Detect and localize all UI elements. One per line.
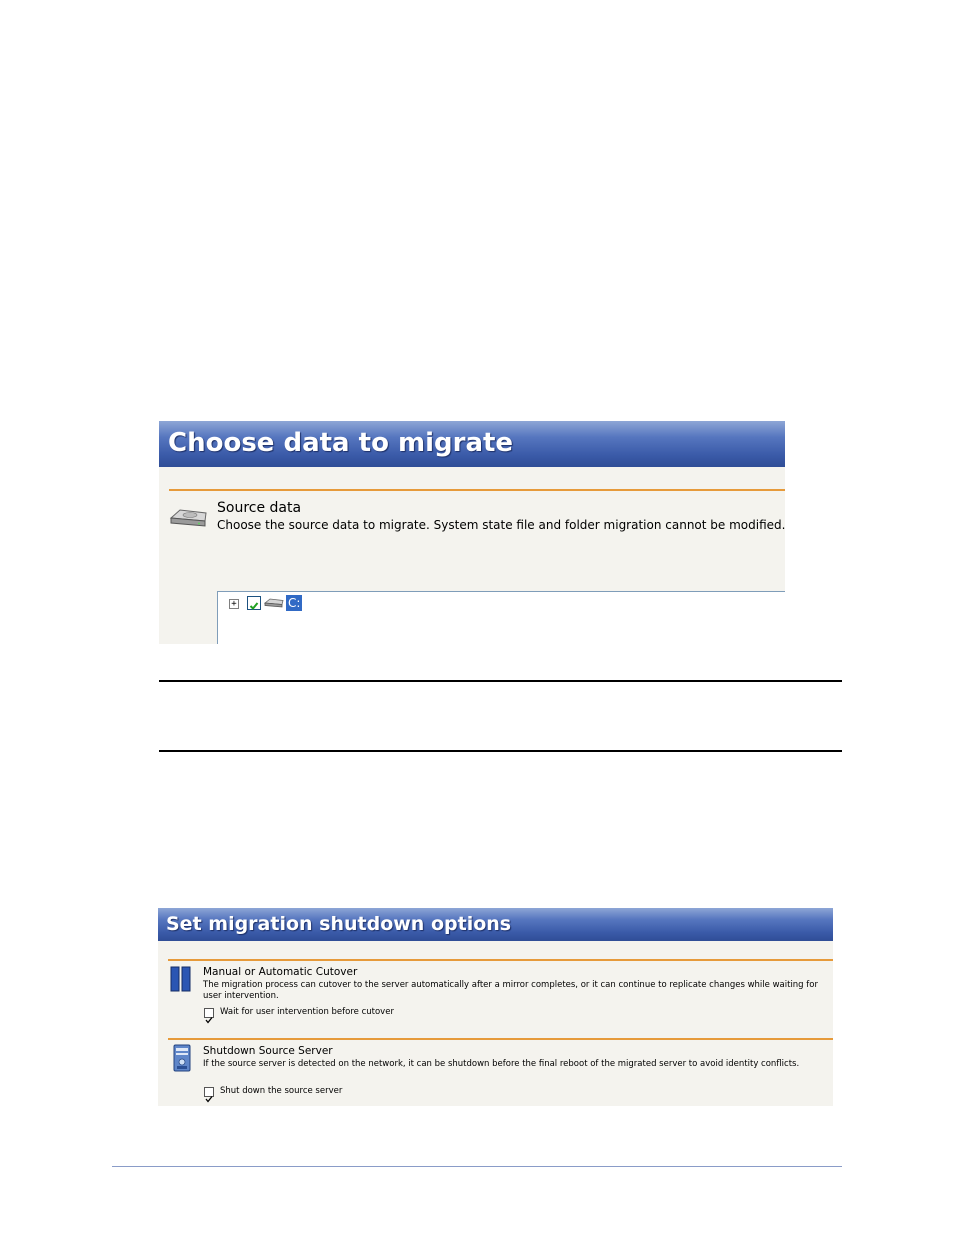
wait-for-user-checkbox[interactable] — [204, 1008, 214, 1018]
section-divider — [168, 1038, 833, 1040]
checkmark-icon — [205, 1095, 213, 1103]
checkmark-icon — [205, 1016, 213, 1024]
section-divider — [169, 489, 785, 491]
choose-data-screenshot — [159, 421, 785, 644]
cutover-icon — [170, 966, 192, 992]
shutdown-source-checkbox[interactable] — [204, 1087, 214, 1097]
section-description: Choose the source data to migrate. System state file and folder migration cannot be modified. — [217, 518, 785, 532]
drive-label[interactable]: C: — [288, 596, 301, 610]
wait-for-user-label[interactable]: Wait for user intervention before cutover — [220, 1007, 394, 1017]
note-bottom-rule — [159, 750, 842, 752]
footer-rule — [112, 1166, 842, 1167]
drive-checkbox[interactable] — [247, 596, 261, 610]
expand-icon[interactable]: + — [229, 599, 239, 609]
banner-title: Set migration shutdown options — [158, 908, 833, 941]
section-title-shutdown: Shutdown Source Server — [203, 1045, 333, 1057]
server-icon — [173, 1044, 191, 1072]
banner-title: Choose data to migrate — [159, 421, 785, 467]
shutdown-source-label[interactable]: Shut down the source server — [220, 1086, 343, 1096]
hard-drive-icon — [168, 505, 208, 533]
drive-icon — [264, 597, 284, 609]
shutdown-options-screenshot — [158, 908, 833, 1106]
section-title: Source data — [217, 500, 302, 516]
note-top-rule — [159, 680, 842, 682]
section-divider — [168, 959, 833, 961]
section-description-cutover: The migration process can cutover to the server automatically after a mirror completes, or it can continue to replicate changes while waiting for user intervention. — [203, 980, 818, 1001]
source-data-tree[interactable] — [217, 591, 785, 644]
section-title-cutover: Manual or Automatic Cutover — [203, 966, 358, 978]
checkmark-icon — [248, 600, 260, 612]
section-description-shutdown: If the source server is detected on the network, it can be shutdown before the final reboot of the migrated server to avoid identity conflicts. — [203, 1059, 800, 1069]
